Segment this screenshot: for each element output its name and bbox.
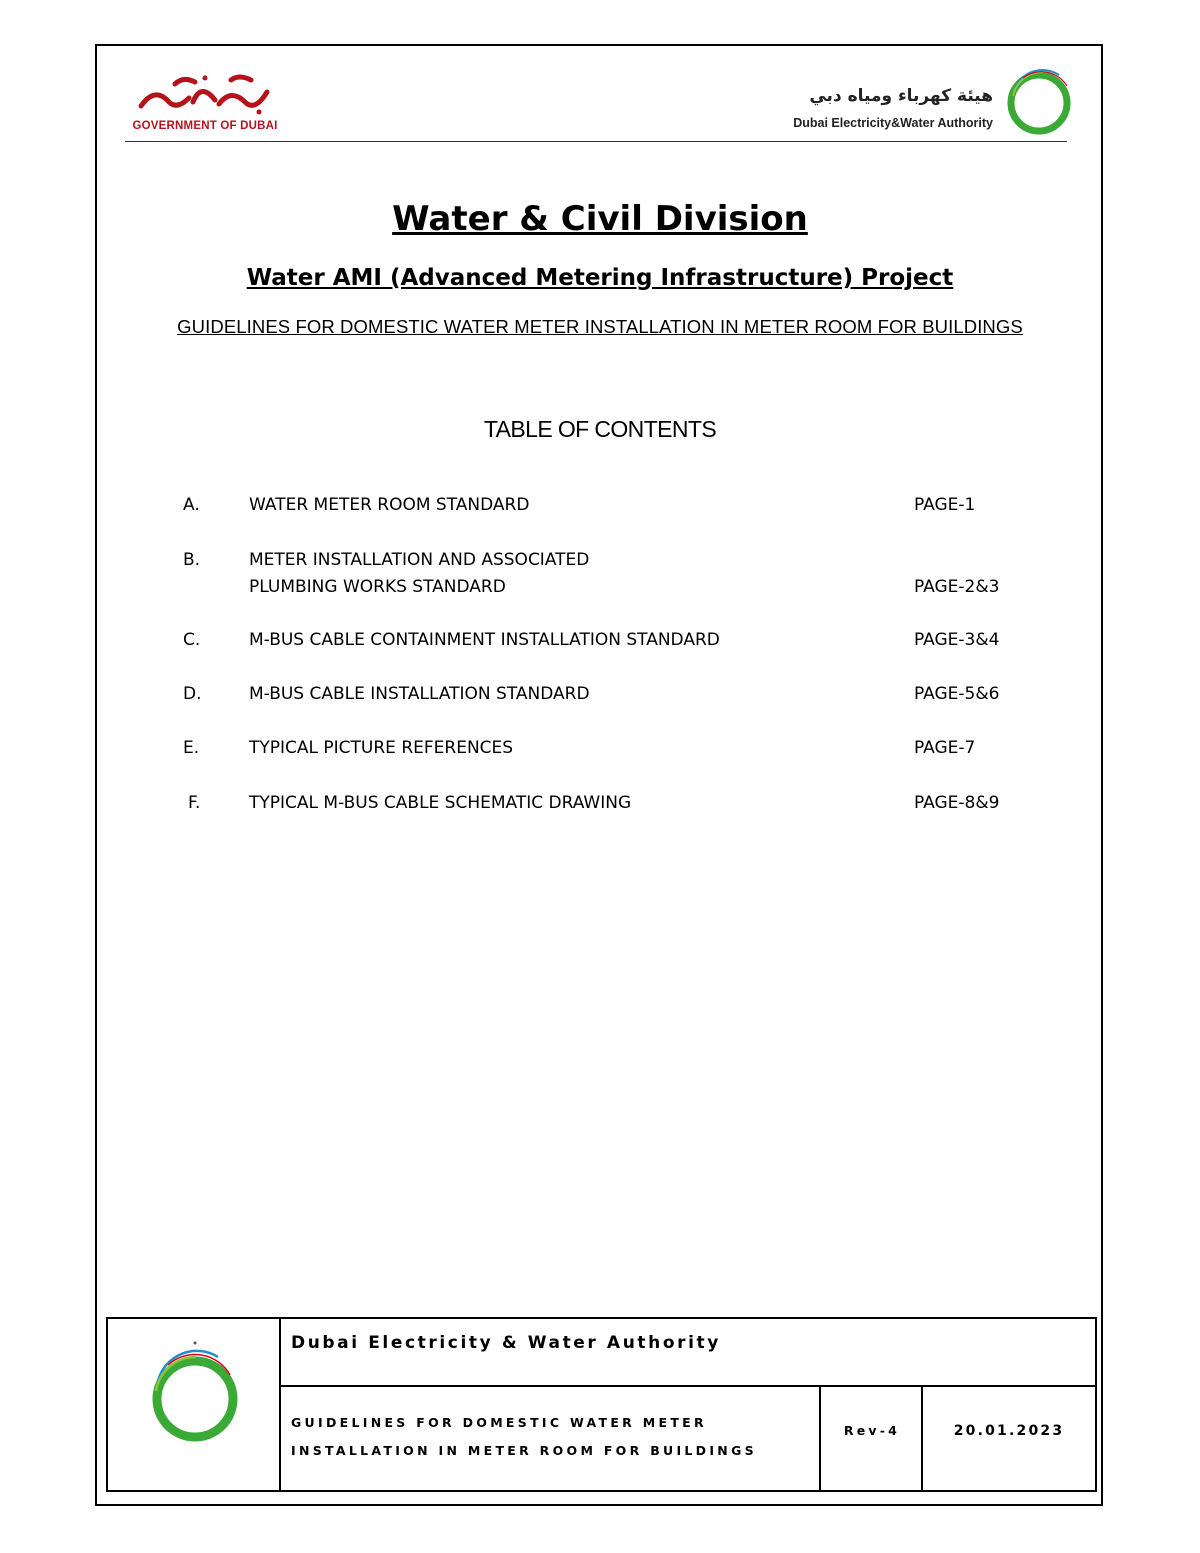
footer-organization: Dubai Electricity & Water Authority bbox=[291, 1333, 721, 1353]
gov-logo-text: GOVERNMENT OF DUBAI bbox=[132, 120, 278, 132]
footer-revision: Rev-4 bbox=[843, 1423, 901, 1438]
toc-item-letter: F. bbox=[188, 793, 201, 813]
toc-item bbox=[0, 550, 1200, 610]
toc-item-text: METER INSTALLATION AND ASSOCIATED PLUMBING WORKS STANDARD bbox=[249, 550, 590, 597]
toc-item bbox=[0, 738, 1200, 798]
toc-item-page: PAGE-3&4 bbox=[914, 630, 1000, 650]
toc-item-letter: D. bbox=[183, 684, 202, 704]
dewa-ring-icon bbox=[1003, 66, 1075, 138]
footer-divider bbox=[281, 1385, 1095, 1387]
toc-item-text: WATER METER ROOM STANDARD bbox=[249, 495, 530, 515]
dewa-header-logo bbox=[770, 66, 1075, 138]
dewa-arabic-name: هيئة كهرباء ومياه دبي bbox=[809, 86, 993, 106]
government-of-dubai-logo bbox=[130, 72, 280, 134]
toc-item bbox=[0, 495, 1200, 555]
gov-calligraphy-icon bbox=[135, 72, 275, 118]
toc-item-page: PAGE-5&6 bbox=[914, 684, 1000, 704]
footer-document-title: GUIDELINES FOR DOMESTIC WATER METER INSTALLATION IN METER ROOM FOR BUILDINGS bbox=[291, 1415, 757, 1458]
footer-title-block bbox=[106, 1317, 1097, 1492]
toc-item-page: PAGE-8&9 bbox=[914, 793, 1000, 813]
toc-heading: TABLE OF CONTENTS bbox=[483, 416, 717, 442]
division-title: Water & Civil Division bbox=[392, 199, 808, 239]
footer-date: 20.01.2023 bbox=[953, 1423, 1065, 1439]
toc-item bbox=[0, 630, 1200, 690]
toc-item bbox=[0, 793, 1200, 853]
toc-item-letter: E. bbox=[183, 738, 200, 758]
toc-item bbox=[0, 684, 1200, 744]
toc-item-text: TYPICAL PICTURE REFERENCES bbox=[249, 738, 514, 758]
toc-item-text: M-BUS CABLE INSTALLATION STANDARD bbox=[249, 684, 590, 704]
toc-item-page: PAGE-2&3 bbox=[914, 577, 1000, 597]
toc-item-letter: B. bbox=[183, 550, 201, 570]
footer-divider bbox=[279, 1319, 281, 1490]
project-title: Water AMI (Advanced Metering Infrastructure) Project bbox=[246, 265, 954, 291]
toc-item-text: TYPICAL M-BUS CABLE SCHEMATIC DRAWING bbox=[249, 793, 632, 813]
header-divider bbox=[125, 141, 1067, 142]
toc-item-text: M-BUS CABLE CONTAINMENT INSTALLATION STANDARD bbox=[249, 630, 720, 650]
toc-item-letter: A. bbox=[183, 495, 200, 515]
guidelines-title: GUIDELINES FOR DOMESTIC WATER METER INSTALLATION IN METER ROOM FOR BUILDINGS bbox=[177, 316, 1023, 337]
toc-item-page: PAGE-1 bbox=[914, 495, 976, 515]
dewa-english-name: Dubai Electricity&Water Authority bbox=[793, 116, 993, 130]
toc-item-page: PAGE-7 bbox=[914, 738, 976, 758]
toc-item-letter: C. bbox=[183, 630, 201, 650]
dewa-footer-logo-icon bbox=[148, 1339, 243, 1444]
